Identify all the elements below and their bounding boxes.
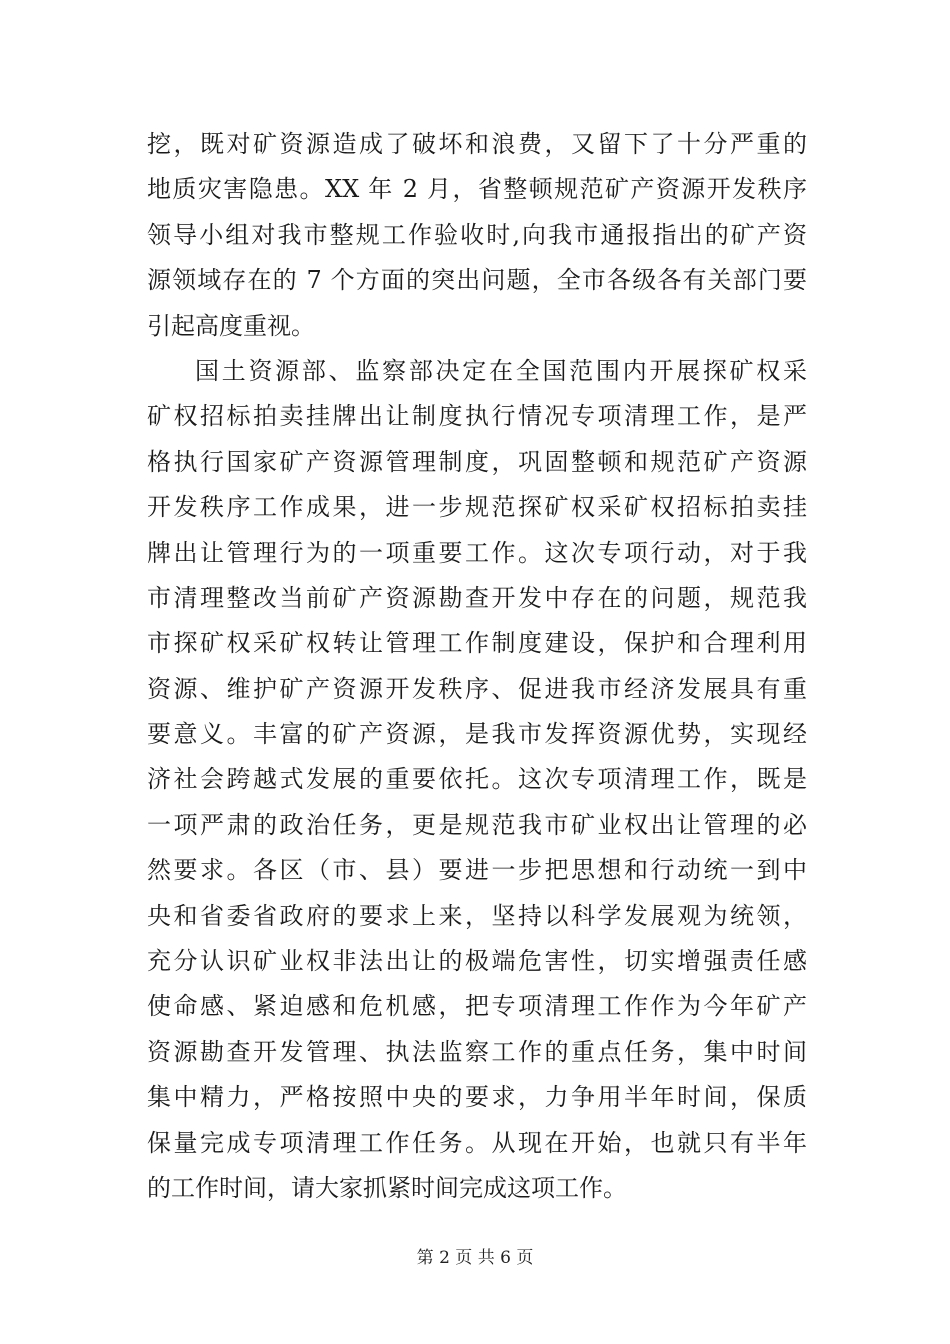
text-line: 格执行国家矿产资源管理制度，巩固整顿和规范矿产资源: [147, 447, 807, 476]
text-line: 挖，既对矿资源造成了破坏和浪费，又留下了十分严重的: [147, 130, 807, 158]
text-line: 牌出让管理行为的一项重要工作。这次专项行动，对于我: [147, 538, 807, 567]
text-line: 使命感、紧迫感和危机感，把专项清理工作作为今年矿产: [147, 992, 807, 1021]
text-line: 国土资源部、监察部决定在全国范围内开展探矿权采: [195, 356, 807, 385]
text-line: 保量完成专项清理工作任务。从现在开始，也就只有半年: [147, 1128, 807, 1157]
text-line: 要意义。丰富的矿产资源，是我市发挥资源优势，实现经: [147, 720, 807, 749]
text-line: 市清理整改当前矿产资源勘查开发中存在的问题，规范我: [147, 583, 807, 612]
text-line: 市探矿权采矿权转让管理工作制度建设，保护和合理利用: [147, 629, 807, 658]
text-line: 开发秩序工作成果，进一步规范探矿权采矿权招标拍卖挂: [147, 493, 807, 522]
text-line: 一项严肃的政治任务，更是规范我市矿业权出让管理的必: [147, 810, 807, 839]
text-line: 资源勘查开发管理、执法监察工作的重点任务，集中时间: [147, 1037, 807, 1066]
text-line: 矿权招标拍卖挂牌出让制度执行情况专项清理工作，是严: [147, 402, 807, 431]
text-line: 源领域存在的 7 个方面的突出问题，全市各级各有关部门要: [147, 266, 807, 295]
text-line: 然要求。各区（市、县）要进一步把思想和行动统一到中: [147, 856, 807, 885]
text-line: 引起高度重视。: [147, 311, 315, 340]
document-body: [147, 122, 807, 1211]
text-line: 济社会跨越式发展的重要依托。这次专项清理工作，既是: [147, 765, 807, 794]
paragraph-2: [147, 349, 807, 1211]
text-line: 资源、维护矿产资源开发秩序、促进我市经济发展具有重: [147, 674, 807, 703]
text-line: 集中精力，严格按照中央的要求，力争用半年时间，保质: [147, 1083, 807, 1112]
text-line: 的工作时间，请大家抓紧时间完成这项工作。: [147, 1173, 627, 1202]
text-line: 领导小组对我市整规工作验收时,向我市通报指出的矿产资: [147, 220, 807, 249]
paragraph-1: [147, 122, 807, 349]
text-line: 地质灾害隐患。XX 年 2 月，省整顿规范矿产资源开发秩序: [147, 175, 807, 204]
text-line: 充分认识矿业权非法出让的极端危害性，切实增强责任感: [147, 947, 807, 976]
page-number-footer: 第 2 页 共 6 页: [416, 1248, 534, 1268]
text-line: 央和省委省政府的要求上来，坚持以科学发展观为统领，: [147, 901, 807, 930]
